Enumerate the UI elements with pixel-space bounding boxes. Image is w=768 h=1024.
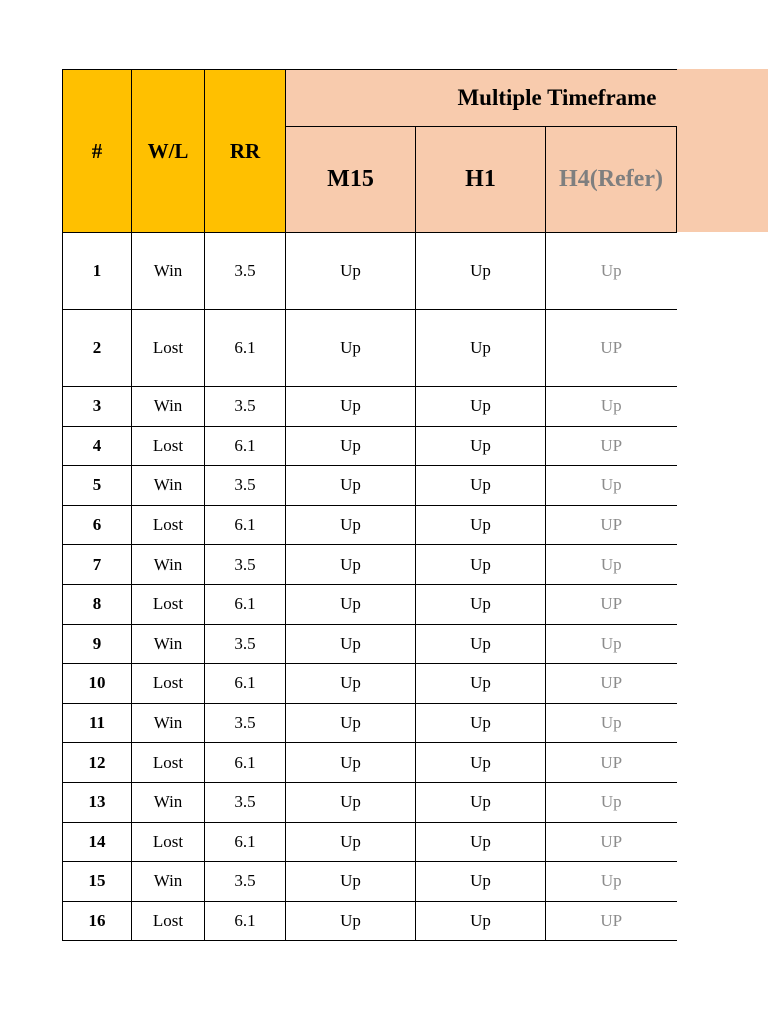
m15-cell: Up <box>286 901 416 941</box>
table-row <box>63 426 677 466</box>
win-loss-cell: Win <box>132 862 205 902</box>
win-loss-cell: Lost <box>132 505 205 545</box>
win-loss-cell: Win <box>132 782 205 822</box>
h1-cell: Up <box>416 387 546 427</box>
win-loss-cell: Lost <box>132 743 205 783</box>
h4-refer-cell: UP <box>546 901 677 941</box>
table-row <box>63 822 677 862</box>
h4-refer-cell: UP <box>546 505 677 545</box>
h1-cell: Up <box>416 545 546 585</box>
row-number-cell: 1 <box>63 233 132 310</box>
row-number-cell: 8 <box>63 584 132 624</box>
h1-cell: Up <box>416 822 546 862</box>
row-number-cell: 16 <box>63 901 132 941</box>
risk-reward-cell: 3.5 <box>205 862 286 902</box>
h4-refer-cell: Up <box>546 862 677 902</box>
h1-cell: Up <box>416 862 546 902</box>
m15-cell: Up <box>286 426 416 466</box>
h4-refer-cell: Up <box>546 545 677 585</box>
h1-cell: Up <box>416 743 546 783</box>
header-row-top <box>63 70 677 127</box>
table-row <box>63 387 677 427</box>
win-loss-cell: Win <box>132 387 205 427</box>
row-number-cell: 11 <box>63 703 132 743</box>
h1-cell: Up <box>416 466 546 506</box>
m15-cell: Up <box>286 545 416 585</box>
h1-cell: Up <box>416 664 546 704</box>
row-number-cell: 7 <box>63 545 132 585</box>
header-risk-reward: RR <box>205 70 286 233</box>
win-loss-cell: Win <box>132 703 205 743</box>
table-row <box>63 505 677 545</box>
risk-reward-cell: 3.5 <box>205 545 286 585</box>
row-number-cell: 13 <box>63 782 132 822</box>
h1-cell: Up <box>416 901 546 941</box>
h1-cell: Up <box>416 703 546 743</box>
risk-reward-cell: 3.5 <box>205 387 286 427</box>
win-loss-cell: Lost <box>132 584 205 624</box>
m15-cell: Up <box>286 310 416 387</box>
risk-reward-cell: 6.1 <box>205 505 286 545</box>
h4-refer-cell: UP <box>546 822 677 862</box>
table-row <box>63 584 677 624</box>
h1-cell: Up <box>416 426 546 466</box>
h4-refer-cell: Up <box>546 233 677 310</box>
win-loss-cell: Lost <box>132 901 205 941</box>
table-row <box>63 664 677 704</box>
table-row <box>63 782 677 822</box>
win-loss-cell: Win <box>132 233 205 310</box>
table-row <box>63 233 677 310</box>
header-m15: M15 <box>286 127 416 233</box>
h1-cell: Up <box>416 584 546 624</box>
trade-log-table <box>62 69 677 941</box>
win-loss-cell: Win <box>132 624 205 664</box>
table-row <box>63 703 677 743</box>
header-h1: H1 <box>416 127 546 233</box>
win-loss-cell: Lost <box>132 426 205 466</box>
win-loss-cell: Win <box>132 545 205 585</box>
h4-refer-cell: UP <box>546 664 677 704</box>
win-loss-cell: Lost <box>132 822 205 862</box>
risk-reward-cell: 6.1 <box>205 822 286 862</box>
h4-refer-cell: Up <box>546 703 677 743</box>
table-row <box>63 862 677 902</box>
m15-cell: Up <box>286 624 416 664</box>
risk-reward-cell: 6.1 <box>205 584 286 624</box>
h4-refer-cell: Up <box>546 466 677 506</box>
h1-cell: Up <box>416 233 546 310</box>
m15-cell: Up <box>286 466 416 506</box>
table-row <box>63 545 677 585</box>
m15-cell: Up <box>286 862 416 902</box>
row-number-cell: 12 <box>63 743 132 783</box>
header-h4-refer: H4(Refer) <box>546 127 677 233</box>
m15-cell: Up <box>286 703 416 743</box>
row-number-cell: 5 <box>63 466 132 506</box>
row-number-cell: 4 <box>63 426 132 466</box>
row-number-cell: 9 <box>63 624 132 664</box>
table-row <box>63 901 677 941</box>
table-row <box>63 466 677 506</box>
m15-cell: Up <box>286 743 416 783</box>
risk-reward-cell: 3.5 <box>205 624 286 664</box>
row-number-cell: 6 <box>63 505 132 545</box>
table-row <box>63 624 677 664</box>
risk-reward-cell: 3.5 <box>205 782 286 822</box>
row-number-cell: 14 <box>63 822 132 862</box>
table-row <box>63 310 677 387</box>
risk-reward-cell: 3.5 <box>205 466 286 506</box>
table-row <box>63 743 677 783</box>
header-win-loss: W/L <box>132 70 205 233</box>
h4-refer-cell: Up <box>546 387 677 427</box>
header-number: # <box>63 70 132 233</box>
header-multiple-timeframe: Multiple Timeframe <box>286 70 677 127</box>
row-number-cell: 3 <box>63 387 132 427</box>
row-number-cell: 15 <box>63 862 132 902</box>
risk-reward-cell: 3.5 <box>205 233 286 310</box>
header-fill-extension <box>676 69 768 232</box>
h1-cell: Up <box>416 782 546 822</box>
h4-refer-cell: UP <box>546 743 677 783</box>
win-loss-cell: Lost <box>132 310 205 387</box>
risk-reward-cell: 6.1 <box>205 426 286 466</box>
win-loss-cell: Lost <box>132 664 205 704</box>
h1-cell: Up <box>416 505 546 545</box>
table-body <box>63 233 677 941</box>
risk-reward-cell: 3.5 <box>205 703 286 743</box>
h4-refer-cell: UP <box>546 426 677 466</box>
h4-refer-cell: UP <box>546 310 677 387</box>
row-number-cell: 2 <box>63 310 132 387</box>
h1-cell: Up <box>416 310 546 387</box>
risk-reward-cell: 6.1 <box>205 743 286 783</box>
table-header <box>63 70 677 233</box>
m15-cell: Up <box>286 584 416 624</box>
m15-cell: Up <box>286 233 416 310</box>
m15-cell: Up <box>286 782 416 822</box>
risk-reward-cell: 6.1 <box>205 901 286 941</box>
risk-reward-cell: 6.1 <box>205 664 286 704</box>
m15-cell: Up <box>286 664 416 704</box>
m15-cell: Up <box>286 822 416 862</box>
m15-cell: Up <box>286 505 416 545</box>
win-loss-cell: Win <box>132 466 205 506</box>
h4-refer-cell: UP <box>546 584 677 624</box>
h4-refer-cell: Up <box>546 782 677 822</box>
m15-cell: Up <box>286 387 416 427</box>
row-number-cell: 10 <box>63 664 132 704</box>
h4-refer-cell: Up <box>546 624 677 664</box>
risk-reward-cell: 6.1 <box>205 310 286 387</box>
h1-cell: Up <box>416 624 546 664</box>
